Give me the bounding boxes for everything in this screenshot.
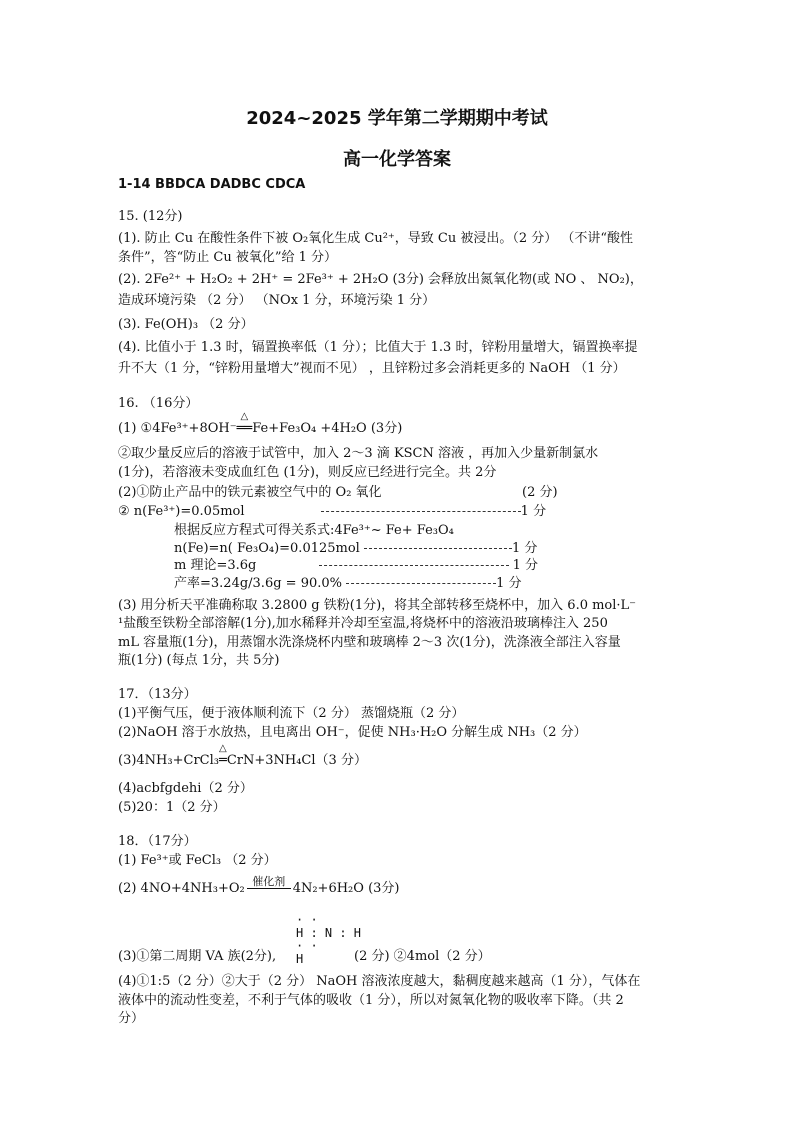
q15-line-4: 造成环境污染 （2 分） （NOx 1 分，环境污染 1 分） xyxy=(118,293,436,308)
q15-line-6: (4). 比值小于 1.3 时，镉置换率低（1 分）；比值大于 1.3 时，锌粉用量增大，镉置换率提 xyxy=(118,340,638,355)
heat-arrow-icon: △ ══ xyxy=(237,420,253,438)
q15-heading: 15. (12分) xyxy=(118,209,183,224)
q15-line-2: 条件”，答“防止 Cu 被氧化”给 1 分） xyxy=(118,250,338,265)
mcq-answers: 1-14 BBDCA DADBC CDCA xyxy=(118,177,306,192)
q16-line-1-reactants: (1) ①4Fe³⁺+8OH⁻ xyxy=(118,421,237,436)
q17-line-3 xyxy=(118,752,367,770)
q16-line-1 xyxy=(118,420,402,438)
q16-line-8-score: 1 分 xyxy=(508,558,539,573)
q16-line-9-score: 1 分 xyxy=(496,576,522,591)
q16-line-2: ②取少量反应后的溶液于试管中，加入 2～3 滴 KSCN 溶液 ，再加入少量新制氯水 xyxy=(118,446,599,461)
q18-line-2-reactants: (2) 4NO+4NH₃+O₂ xyxy=(118,881,245,896)
dashed-leader xyxy=(346,583,496,584)
q18-line-3-text: (3)①第二周期 VA 族(2分), xyxy=(118,949,277,964)
nh3-lewis-structure xyxy=(296,914,361,966)
q16-line-9-text: 产率=3.24g/3.6g = 90.0% xyxy=(174,576,342,591)
q18-line-6: 分） xyxy=(118,1011,145,1026)
q16-line-3: (1分)，若溶液未变成血红色 (1分)，则反应已经进行完全。共 2分 xyxy=(118,465,497,480)
q16-line-4 xyxy=(118,484,558,502)
q17-line-1: (1)平衡气压，便于液体顺利流下（2 分） 蒸馏烧瓶（2 分） xyxy=(118,706,465,721)
q18-line-2-products: 4N₂+6H₂O (3分) xyxy=(292,881,400,896)
q18-line-1: (1) Fe³⁺或 FeCl₃ （2 分） xyxy=(118,853,277,868)
q16-line-6: 根据反应方程式可得关系式:4Fe³⁺~ Fe+ Fe₃O₄ xyxy=(174,523,454,538)
q16-line-9 xyxy=(174,575,522,593)
q16-line-8-text: m 理论=3.6g xyxy=(174,558,257,573)
q18-line-2 xyxy=(118,875,400,898)
catalyst-label: 催化剂 xyxy=(252,875,286,888)
q18-line-3-score: (2 分) ②4mol（2 分） xyxy=(354,949,491,964)
lewis-middle-row: H : N : H xyxy=(296,926,362,940)
q16-line-12: mL 容量瓶(1分)，用蒸馏水洗涤烧杯内壁和玻璃棒 2～3 次(1分)，洗涤液全部注入容量 xyxy=(118,635,621,650)
q17-line-2: (2)NaOH 溶于水放热，且电离出 OH⁻，促使 NH₃·H₂O 分解生成 NH₃（2 分） xyxy=(118,725,587,740)
lewis-lower-dots: · · xyxy=(296,939,318,953)
q16-line-5 xyxy=(118,503,546,521)
lewis-bottom-h: H xyxy=(296,952,304,966)
q16-line-1-products: Fe+Fe₃O₄ +4H₂O (3分) xyxy=(252,421,403,436)
q16-line-11: ¹盐酸至铁粉全部溶解(1分),加水稀释并冷却至室温,将烧杯中的溶液沿玻璃棒注入 250 xyxy=(118,616,608,631)
catalyst-arrow-icon xyxy=(247,875,291,889)
q17-line-3-reactants: (3)4NH₃+CrCl₃ xyxy=(118,753,219,768)
page-subtitle: 高一化学答案 xyxy=(343,149,451,170)
q18-line-5: 液体中的流动性变差，不利于气体的吸收（1 分），所以对氮氧化物的吸收率下降。（共 2 xyxy=(118,993,624,1008)
dashed-leader xyxy=(319,565,509,566)
q16-line-4-score: (2 分) xyxy=(522,485,558,500)
q15-line-5: (3). Fe(OH)₃ （2 分） xyxy=(118,317,254,332)
q15-line-7: 升不大（1 分，“锌粉用量增大”视而不见） ，且锌粉过多会消耗更多的 NaOH （1 分） xyxy=(118,361,626,376)
q16-heading: 16. （16分） xyxy=(118,396,199,411)
q16-line-7 xyxy=(174,540,537,558)
q17-heading: 17．（13分） xyxy=(118,687,197,702)
heat-arrow-icon: △ ═ xyxy=(219,752,227,770)
q15-line-1: (1). 防止 Cu 在酸性条件下被 O₂氧化生成 Cu²⁺，导致 Cu 被浸出。（2 分） （不讲“酸性 xyxy=(118,231,634,246)
lewis-top-dots: · · xyxy=(296,913,318,927)
q16-line-13: 瓶(1分) (每点 1分，共 5分) xyxy=(118,653,280,668)
q16-line-5-score: 1 分 xyxy=(520,504,547,519)
q18-line-4: (4)①1:5（2 分）②大于（2 分） NaOH 溶液浓度越大，黏稠度越来越高（1 分），气体在 xyxy=(118,974,641,989)
q17-line-5: (5)20：1（2 分） xyxy=(118,800,226,815)
q17-line-3-products: CrN+3NH₄Cl（3 分） xyxy=(226,753,367,768)
q16-line-10: (3) 用分析天平准确称取 3.2800 g 铁粉(1分)，将其全部转移至烧杯中，加入 6.0 mol·L⁻ xyxy=(118,598,637,613)
q18-line-3 xyxy=(118,948,491,966)
dashed-leader xyxy=(364,548,512,549)
q17-line-4: (4)acbfgdehi（2 分） xyxy=(118,781,253,796)
page-title: 2024~2025 学年第二学期期中考试 xyxy=(246,108,548,129)
q16-line-7-text: n(Fe)=n( Fe₃O₄)=0.0125mol xyxy=(174,541,360,556)
q15-line-3: (2). 2Fe²⁺ + H₂O₂ + 2H⁺ = 2Fe³⁺ + 2H₂O (3分) 会释放出氮氧化物(或 NO 、 NO₂)， xyxy=(118,272,643,287)
q16-line-4-text: (2)①防止产品中的铁元素被空气中的 O₂ 氧化 xyxy=(118,485,382,500)
q16-line-8 xyxy=(174,557,538,575)
q18-heading: 18．（17分） xyxy=(118,834,197,849)
q16-line-5-text: ② n(Fe³⁺)=0.05mol xyxy=(118,504,245,519)
q16-line-7-score: 1 分 xyxy=(511,541,538,556)
dashed-leader xyxy=(321,511,521,512)
